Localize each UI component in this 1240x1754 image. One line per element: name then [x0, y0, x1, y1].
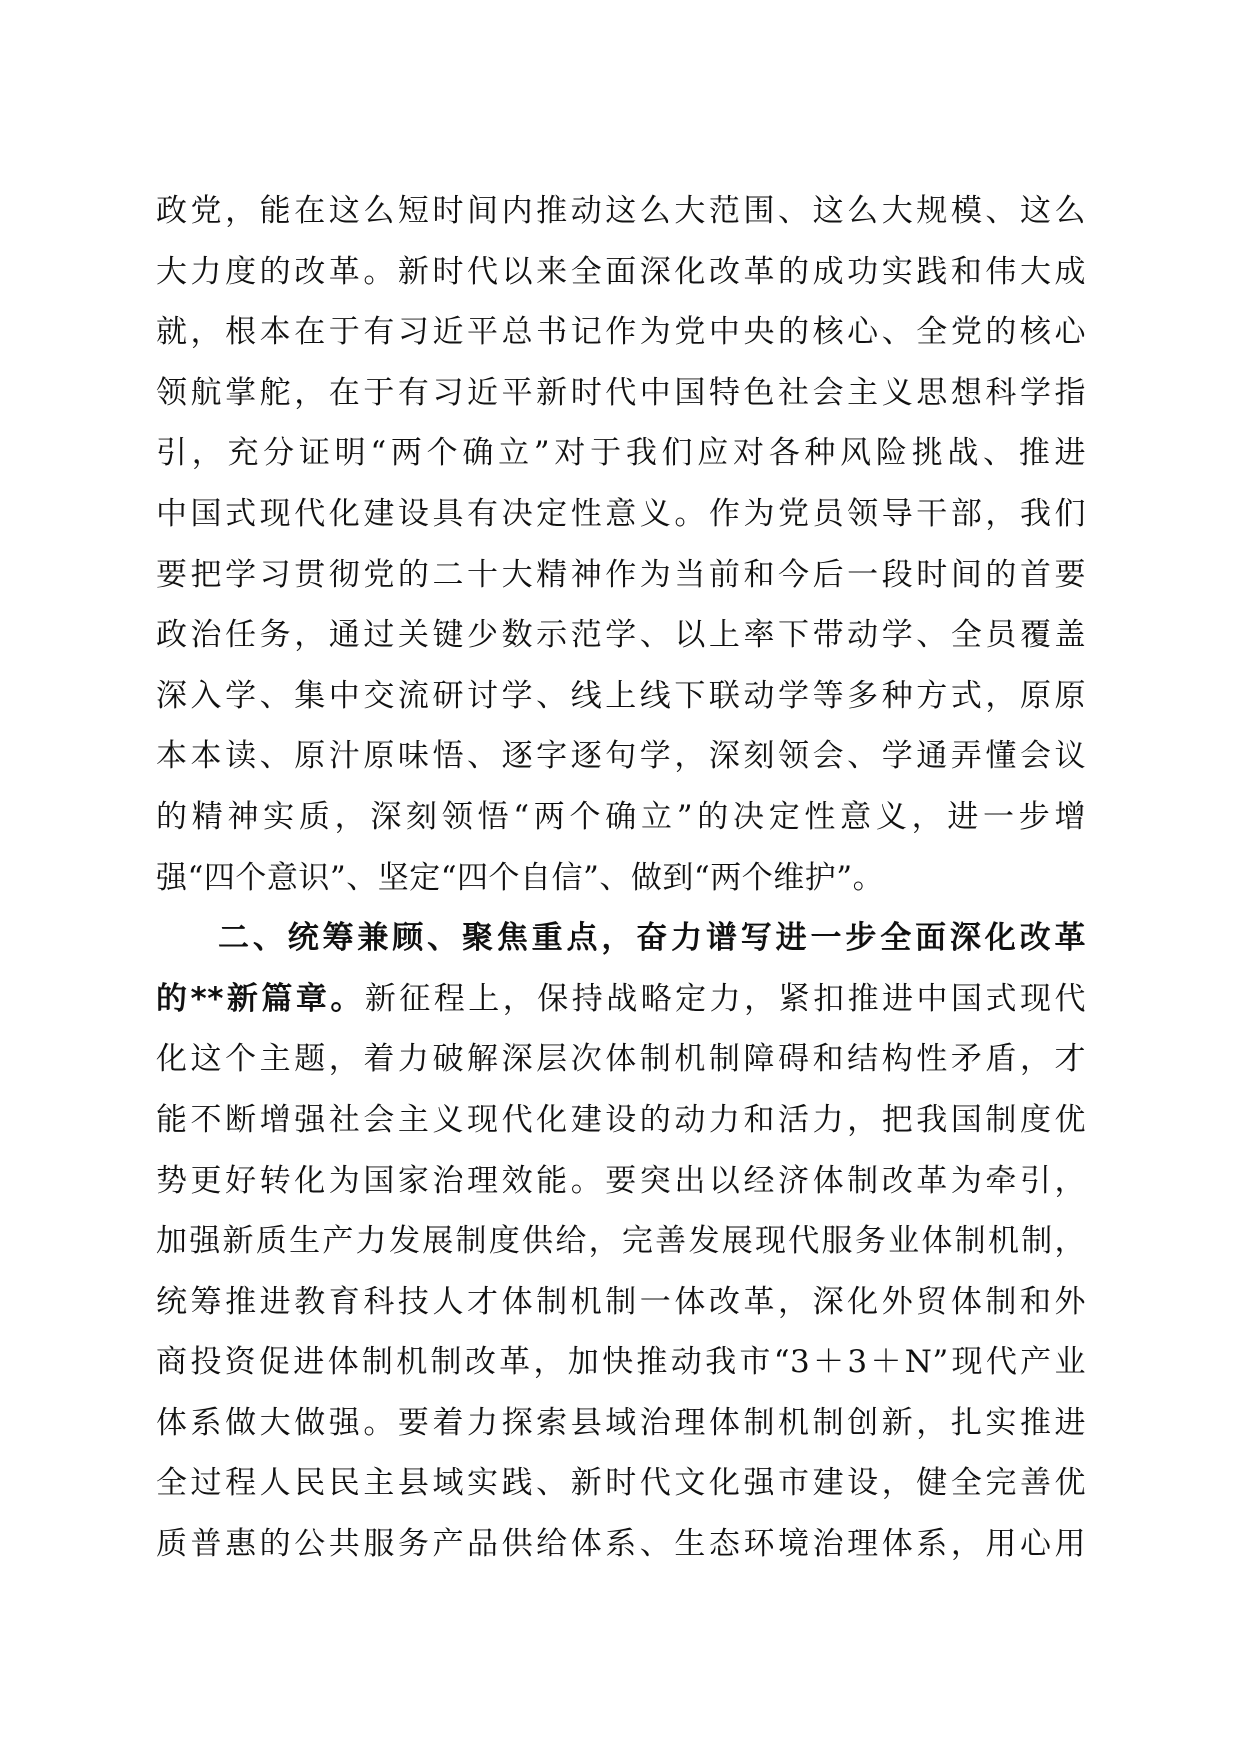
text-line: 统筹推进教育科技人才体制机制一体改革，深化外贸体制和外: [156, 1283, 1086, 1320]
text-line: 政治任务，通过关键少数示范学、以上率下带动学、全员覆盖: [156, 617, 1086, 654]
text-line: 引，充分证明“两个确立”对于我们应对各种风险挑战、推进: [156, 435, 1086, 472]
text-line: 商投资促进体制机制改革，加快推动我市“3＋3＋N”现代产业: [156, 1344, 1086, 1381]
text-line: 势更好转化为国家治理效能。要突出以经济体制改革为牵引，: [156, 1162, 1086, 1199]
text-line: 全过程人民民主县域实践、新时代文化强市建设，健全完善优: [156, 1465, 1086, 1502]
text-line: 化这个主题，着力破解深层次体制机制障碍和结构性矛盾，才: [156, 1041, 1086, 1078]
text-line: 就，根本在于有习近平总书记作为党中央的核心、全党的核心: [156, 314, 1086, 351]
text-line: 强“四个意识”、坚定“四个自信”、做到“两个维护”。: [156, 859, 885, 896]
text-line: 深入学、集中交流研讨学、线上线下联动学等多种方式，原原: [156, 677, 1086, 714]
text-line: 质普惠的公共服务产品供给体系、生态环境治理体系，用心用: [156, 1526, 1086, 1563]
text-line: 领航掌舵，在于有习近平新时代中国特色社会主义思想科学指: [156, 374, 1086, 411]
section-heading-tail: 的**新篇章。: [156, 980, 365, 1017]
section-two-paragraph: [156, 917, 1086, 1584]
text-line: 的精神实质，深刻领悟“两个确立”的决定性意义，进一步增: [156, 798, 1086, 835]
text-run: 新征程上，保持战略定力，紧扣推进中国式现代: [364, 980, 1086, 1017]
text-line: 中国式现代化建设具有决定性意义。作为党员领导干部，我们: [156, 495, 1086, 532]
section-heading: 二、统筹兼顾、聚焦重点，奋力谱写进一步全面深化改革: [218, 920, 1086, 957]
text-line: [156, 978, 1086, 1039]
paragraph-continuation: [156, 190, 1086, 917]
text-line: 加强新质生产力发展制度供给，完善发展现代服务业体制机制，: [156, 1223, 1086, 1260]
text-line: 大力度的改革。新时代以来全面深化改革的成功实践和伟大成: [156, 253, 1086, 290]
text-line: 要把学习贯彻党的二十大精神作为当前和今后一段时间的首要: [156, 556, 1086, 593]
text-line: 能不断增强社会主义现代化建设的动力和活力，把我国制度优: [156, 1101, 1086, 1138]
section-heading-line: [156, 917, 1086, 978]
text-line: 体系做大做强。要着力探索县域治理体制机制创新，扎实推进: [156, 1404, 1086, 1441]
text-line: 政党，能在这么短时间内推动这么大范围、这么大规模、这么: [156, 193, 1086, 229]
document-body: [156, 190, 1086, 1584]
text-line: 本本读、原汁原味悟、逐字逐句学，深刻领会、学通弄懂会议: [156, 738, 1086, 775]
